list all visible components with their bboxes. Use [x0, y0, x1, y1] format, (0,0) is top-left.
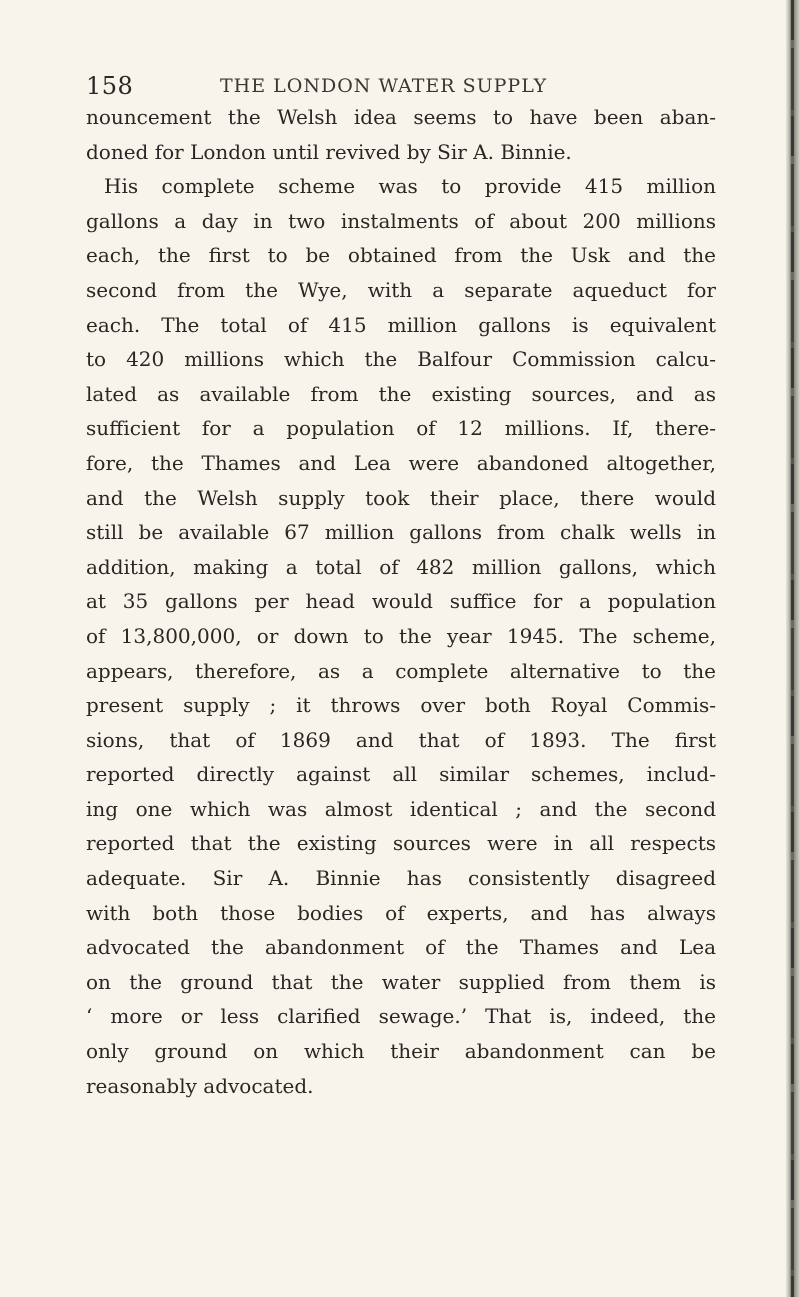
- text-line: reported directly against all similar schemes, includ-: [86, 762, 716, 787]
- text-line: reported that the existing sources were in all respects: [86, 831, 716, 856]
- text-line: fore, the Thames and Lea were abandoned altogether,: [86, 450, 716, 475]
- text-line: each, the first to be obtained from the Usk and the: [86, 243, 716, 268]
- page-edge: [786, 0, 800, 1297]
- text-line: addition, making a total of 482 million gallons, which: [86, 554, 716, 579]
- text-line: gallons a day in two instalments of about 200 millions: [86, 208, 716, 233]
- text-line: ‘ more or less clarified sewage.’ That is, indeed, the: [86, 1004, 716, 1029]
- text-line: second from the Wye, with a separate aqueduct for: [86, 277, 716, 302]
- page-number: 158: [86, 72, 134, 100]
- text-line: sions, that of 1869 and that of 1893. The first: [86, 727, 716, 752]
- text-line: of 13,800,000, or down to the year 1945. The scheme,: [86, 623, 716, 648]
- text-line: doned for London until revived by Sir A. Binnie.: [86, 139, 572, 164]
- text-line: on the ground that the water supplied from them is: [86, 969, 716, 994]
- text-line: His complete scheme was to provide 415 million: [104, 174, 716, 199]
- text-line: nouncement the Welsh idea seems to have been aban-: [86, 105, 716, 129]
- text-line: with both those bodies of experts, and has always: [86, 900, 716, 925]
- text-line: ing one which was almost identical ; and the second: [86, 796, 716, 821]
- text-line: to 420 millions which the Balfour Commission calcu-: [86, 347, 716, 372]
- text-line: advocated the abandonment of the Thames and Lea: [86, 935, 716, 960]
- text-line: lated as available from the existing sources, and as: [86, 381, 716, 406]
- text-line: at 35 gallons per head would suffice for a population: [86, 589, 716, 614]
- text-line: sufficient for a population of 12 millions. If, there-: [86, 416, 716, 441]
- text-line: appears, therefore, as a complete alternative to the: [86, 658, 716, 683]
- text-line: still be available 67 million gallons from chalk wells in: [86, 520, 716, 545]
- text-line: adequate. Sir A. Binnie has consistently disagreed: [86, 866, 716, 891]
- text-line: only ground on which their abandonment can be: [86, 1039, 716, 1064]
- text-line: and the Welsh supply took their place, there would: [86, 485, 716, 510]
- text-line: reasonably advocated.: [86, 1073, 314, 1098]
- text-line: each. The total of 415 million gallons is equivalent: [86, 312, 716, 337]
- text-line: present supply ; it throws over both Royal Commis-: [86, 693, 716, 718]
- body-text: [86, 100, 716, 1103]
- running-title: THE LONDON WATER SUPPLY: [220, 75, 548, 97]
